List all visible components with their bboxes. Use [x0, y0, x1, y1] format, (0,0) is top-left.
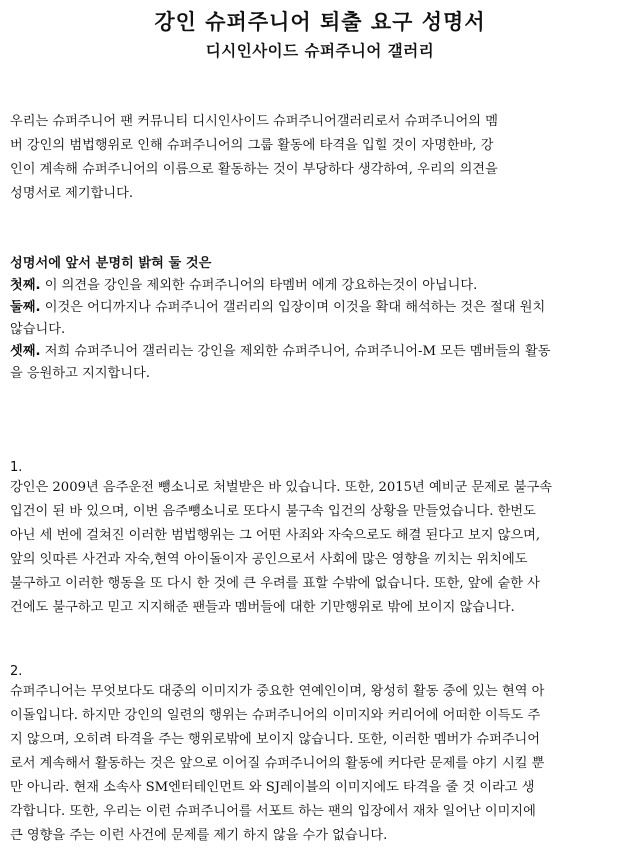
- section-1-line: 불구하고 이러한 행동을 또 다시 한 것에 큰 우려를 표할 수밖에 없습니다. 또한, 앞에 숱한 사: [10, 576, 540, 591]
- section-1-line: 강인은 2009년 음주운전 뺑소니로 처벌받은 바 있습니다. 또한, 2015년 예비군 문제로 불구속: [10, 480, 553, 495]
- section-1-line: 건에도 불구하고 믿고 지지해준 팬들과 멤버들에 대한 기만행위로 밖에 보이지 않습니다.: [10, 600, 515, 615]
- preface-item-second: [10, 297, 630, 319]
- section-2-number: 2.: [10, 664, 23, 679]
- preface-item-text: 이 의견을 강인을 제외한 슈퍼주니어의 타멤버 에게 강요하는것이 아닙니다.: [44, 278, 478, 293]
- preface-heading: 성명서에 앞서 분명히 밝혀 둘 것은: [10, 256, 212, 271]
- preface-item-label: 둘째.: [10, 300, 41, 315]
- section-1-line: 앞의 잇따른 사건과 자숙,현역 아이돌이자 공인으로서 사회에 많은 영향을 끼치는 위치에도: [10, 552, 528, 567]
- preface-item-text-continued: 을 응원하고 지지합니다.: [10, 366, 150, 381]
- section-2-line: 각합니다. 또한, 우리는 이런 슈퍼주니어를 서포트 하는 팬의 입장에서 재차 일어난 이미지에: [10, 804, 536, 819]
- section-2-line: 지 않으며, 오히려 타격을 주는 행위로밖에 보이지 않습니다. 또한, 이러한 멤버가 슈퍼주니어: [10, 732, 541, 747]
- intro-paragraph: [10, 110, 630, 206]
- section-1-number: 1.: [10, 460, 23, 475]
- intro-line: 버 강인의 범법행위로 인해 슈퍼주니어의 그룹 활동에 타격을 입힐 것이 자명한바, 강: [10, 138, 494, 153]
- preface-item-first: [10, 275, 630, 297]
- preface-section: [10, 253, 630, 385]
- intro-line: 성명서로 제기합니다.: [10, 186, 134, 201]
- preface-item-text: 저희 슈퍼주니어 갤러리는 강인을 제외한 슈퍼주니어, 슈퍼주니어-M 모든 멤버들의 활동: [44, 344, 551, 359]
- section-2-line: 만 아니라. 현재 소속사 SM엔터테인먼트 와 SJ레이블의 이미지에도 타격을 줄 것 이라고 생: [10, 780, 535, 795]
- preface-item-third: [10, 341, 630, 363]
- section-2-line: 큰 영향을 주는 이런 사건에 문제를 제기 하지 않을 수가 없습니다.: [10, 828, 388, 843]
- section-1-line: 입건이 된 바 있으며, 이번 음주뺑소니로 또다시 불구속 입건의 상황을 만들었습니다. 한번도: [10, 504, 536, 519]
- section-2-line: 슈퍼주니어는 무엇보다도 대중의 이미지가 중요한 연예인이며, 왕성히 활동 중에 있는 현역 아: [10, 684, 545, 699]
- section-2-line: 로서 계속해서 활동하는 것은 앞으로 이어질 슈퍼주니어의 활동에 커다란 문제를 야기 시킬 뿐: [10, 756, 545, 771]
- section-2-line: 이돌입니다. 하지만 강인의 일련의 행위는 슈퍼주니어의 이미지와 커리어에 어떠한 이득도 주: [10, 708, 541, 723]
- preface-item-text-continued: 않습니다.: [10, 322, 66, 337]
- section-2-body: [10, 680, 630, 848]
- preface-item-text: 이것은 어디까지나 슈퍼주니어 갤러리의 입장이며 이것을 확대 해석하는 것은 절대 원치: [44, 300, 546, 315]
- preface-item-label: 첫째.: [10, 278, 41, 293]
- intro-line: 인이 계속해 슈퍼주니어의 이름으로 활동하는 것이 부당하다 생각하여, 우리의 의견을: [10, 162, 498, 177]
- preface-item-label: 셋째.: [10, 344, 41, 359]
- section-1-body: [10, 476, 630, 620]
- intro-line: 우리는 슈퍼주니어 팬 커뮤니티 디시인사이드 슈퍼주니어갤러리로서 슈퍼주니어의 멤: [10, 114, 498, 129]
- document-subtitle: 디시인사이드 슈퍼주니어 갤러리: [205, 42, 435, 60]
- document-title: 강인 슈퍼주니어 퇴출 요구 성명서: [154, 10, 486, 34]
- section-1-line: 아닌 세 번에 걸쳐진 이러한 범법행위는 그 어떤 사죄와 자숙으로도 해결 된다고 보지 않으며,: [10, 528, 541, 543]
